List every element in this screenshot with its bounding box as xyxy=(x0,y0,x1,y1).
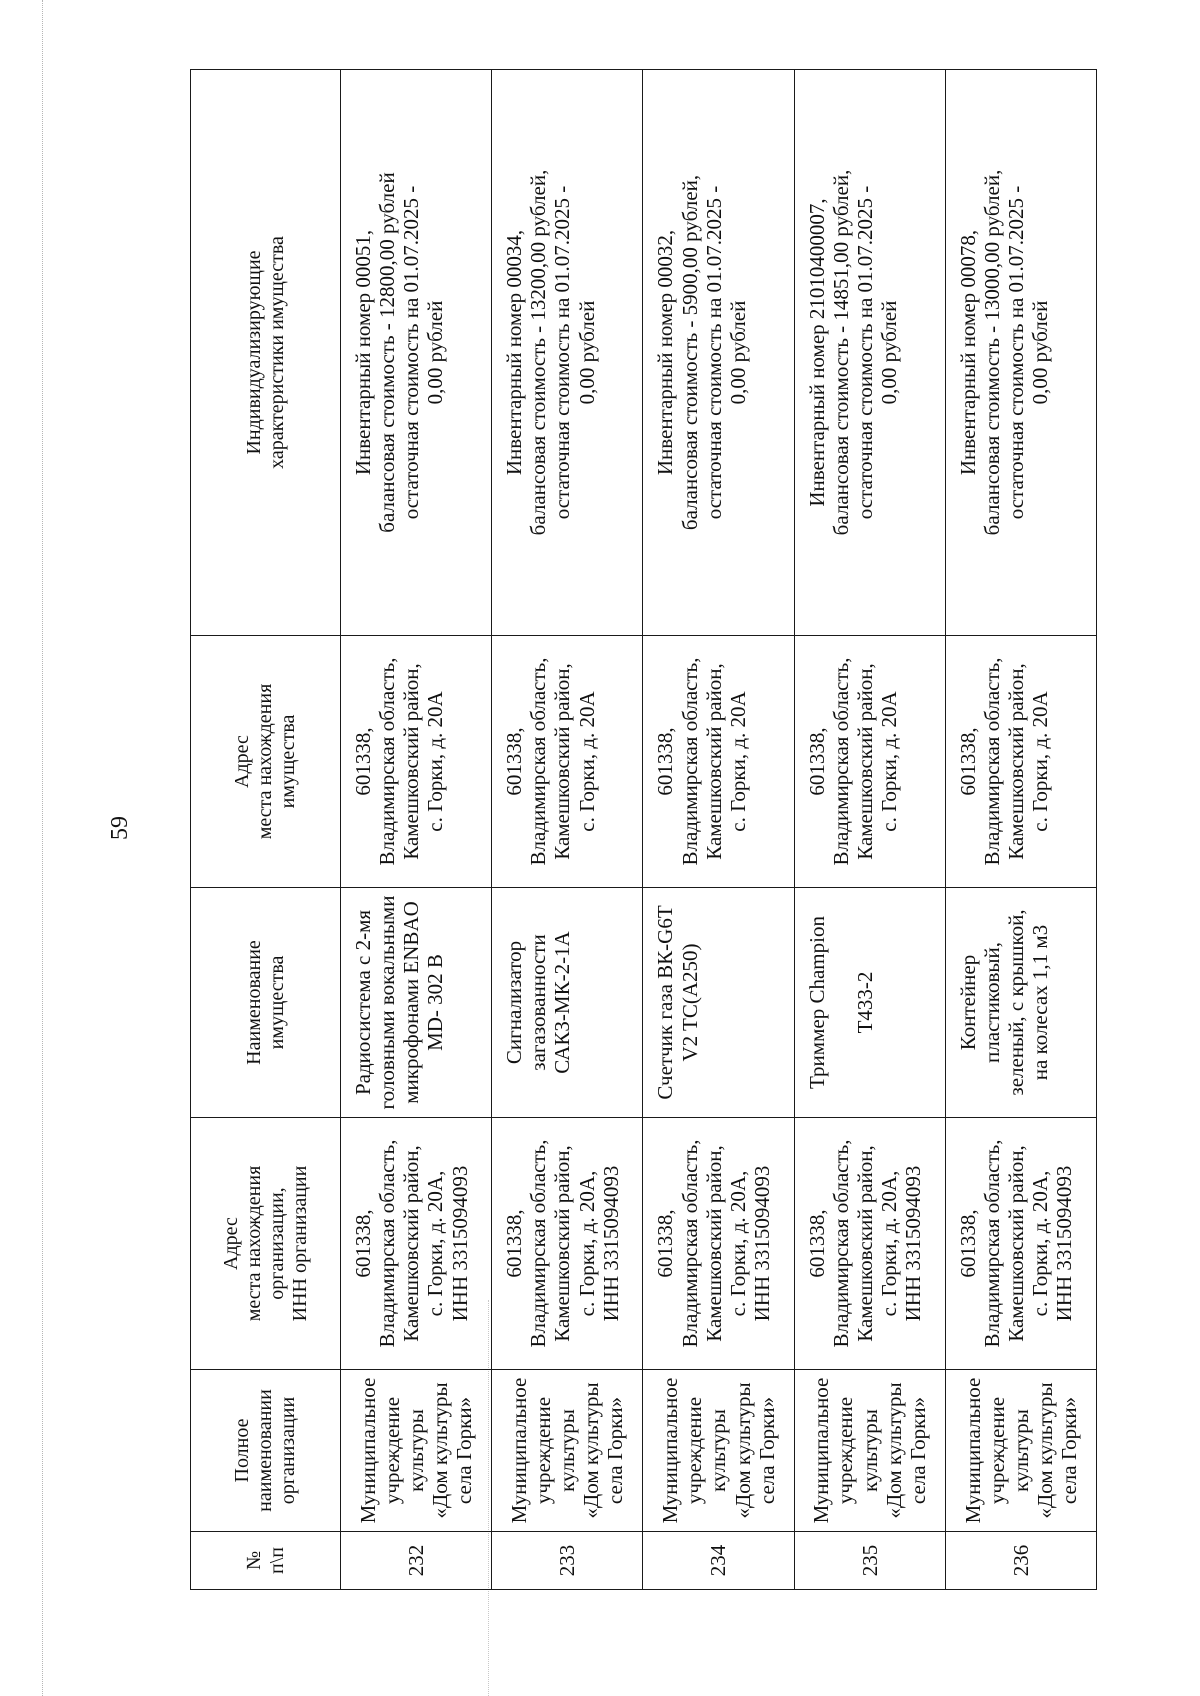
cell-org-address: 601338, Владимирская область, Камешковский район, с. Горки, д. 20А, ИНН 3315094093 xyxy=(794,1118,945,1370)
header-item-name xyxy=(191,888,341,1118)
cell-item-address: 601338, Владимирская область, Камешковский район, с. Горки, д. 20А xyxy=(341,636,492,888)
header-item-name-text: Наименование имущества xyxy=(242,940,288,1065)
header-item-address-text: Адрес места нахождения имущества xyxy=(231,683,299,840)
header-num-text: № п\п xyxy=(242,1547,288,1574)
cell-org-address: 601338, Владимирская область, Камешковский район, с. Горки, д. 20А, ИНН 3315094093 xyxy=(341,1118,492,1370)
cell-item-address: 601338, Владимирская область, Камешковский район, с. Горки, д. 20А xyxy=(492,636,643,888)
cell-item-name: Триммер Champion T433-2 xyxy=(794,888,945,1118)
cell-characteristics: Инвентарный номер 21010400007, балансовая стоимость - 14851,00 рублей, остаточная стоимость на 01.07.2025 - 0,00 рублей xyxy=(794,70,945,636)
table-row xyxy=(794,70,945,1590)
header-org-name-text: Полное наименовании организации xyxy=(231,1389,299,1512)
cell-characteristics: Инвентарный номер 00034, балансовая стоимость - 13200,00 рублей, остаточная стоимость на 01.07.2025 - 0,00 рублей xyxy=(492,70,643,636)
header-characteristics-text: Индивидуализирующие характеристики имущества xyxy=(242,236,288,469)
cell-item-address: 601338, Владимирская область, Камешковский район, с. Горки, д. 20А xyxy=(643,636,794,888)
header-org-address xyxy=(191,1118,341,1370)
header-org-address-text: Адрес места нахождения организации, ИНН организации xyxy=(219,1165,311,1322)
table-row xyxy=(643,70,794,1590)
table-row xyxy=(492,70,643,1590)
cell-item-name: Сигнализатор загазованности САКЗ-МК-2-1А xyxy=(492,888,643,1118)
cell-num: 236 xyxy=(945,1532,1096,1590)
cell-org-address: 601338, Владимирская область, Камешковский район, с. Горки, д. 20А, ИНН 3315094093 xyxy=(643,1118,794,1370)
cell-org-name: Муниципальное учреждение культуры «Дом культуры села Горки» xyxy=(945,1370,1096,1532)
table-row xyxy=(945,70,1096,1590)
cell-org-name: Муниципальное учреждение культуры «Дом культуры села Горки» xyxy=(643,1370,794,1532)
page-number: 59 xyxy=(107,816,133,840)
cell-characteristics: Инвентарный номер 00051, балансовая стоимость - 12800,00 рублей остаточная стоимость на 01.07.2025 - 0,00 рублей xyxy=(341,70,492,636)
cell-org-name: Муниципальное учреждение культуры «Дом культуры села Горки» xyxy=(341,1370,492,1532)
cell-num: 234 xyxy=(643,1532,794,1590)
cell-num: 232 xyxy=(341,1532,492,1590)
cell-item-address: 601338, Владимирская область, Камешковский район, с. Горки, д. 20А xyxy=(794,636,945,888)
scan-artifact-line xyxy=(42,0,43,1696)
cell-org-address: 601338, Владимирская область, Камешковский район, с. Горки, д. 20А, ИНН 3315094093 xyxy=(945,1118,1096,1370)
header-row xyxy=(191,70,341,1590)
header-characteristics xyxy=(191,70,341,636)
cell-item-name: Контейнер пластиковый, зеленый, с крышкой, на колесах 1,1 м3 xyxy=(945,888,1096,1118)
rotated-page-content xyxy=(190,70,1097,1590)
cell-characteristics: Инвентарный номер 00078, балансовая стоимость - 13000,00 рублей, остаточная стоимость на 01.07.2025 - 0,00 рублей xyxy=(945,70,1096,636)
header-num xyxy=(191,1532,341,1590)
cell-item-address: 601338, Владимирская область, Камешковский район, с. Горки, д. 20А xyxy=(945,636,1096,888)
table-row xyxy=(341,70,492,1590)
property-register-table xyxy=(190,69,1097,1590)
header-org-name xyxy=(191,1370,341,1532)
cell-item-name: Счетчик газа ВК-G6T V2 TC(A250) xyxy=(643,888,794,1118)
cell-org-name: Муниципальное учреждение культуры «Дом культуры села Горки» xyxy=(492,1370,643,1532)
header-item-address xyxy=(191,636,341,888)
cell-org-name: Муниципальное учреждение культуры «Дом культуры села Горки» xyxy=(794,1370,945,1532)
cell-num: 233 xyxy=(492,1532,643,1590)
cell-characteristics: Инвентарный номер 00032, балансовая стоимость - 5900,00 рублей, остаточная стоимость на 01.07.2025 - 0,00 рублей xyxy=(643,70,794,636)
cell-org-address: 601338, Владимирская область, Камешковский район, с. Горки, д. 20А, ИНН 3315094093 xyxy=(492,1118,643,1370)
cell-num: 235 xyxy=(794,1532,945,1590)
cell-item-name: Радиосистема с 2-мя головными вокальными микрофонами ENBAO MD- 302 B xyxy=(341,888,492,1118)
